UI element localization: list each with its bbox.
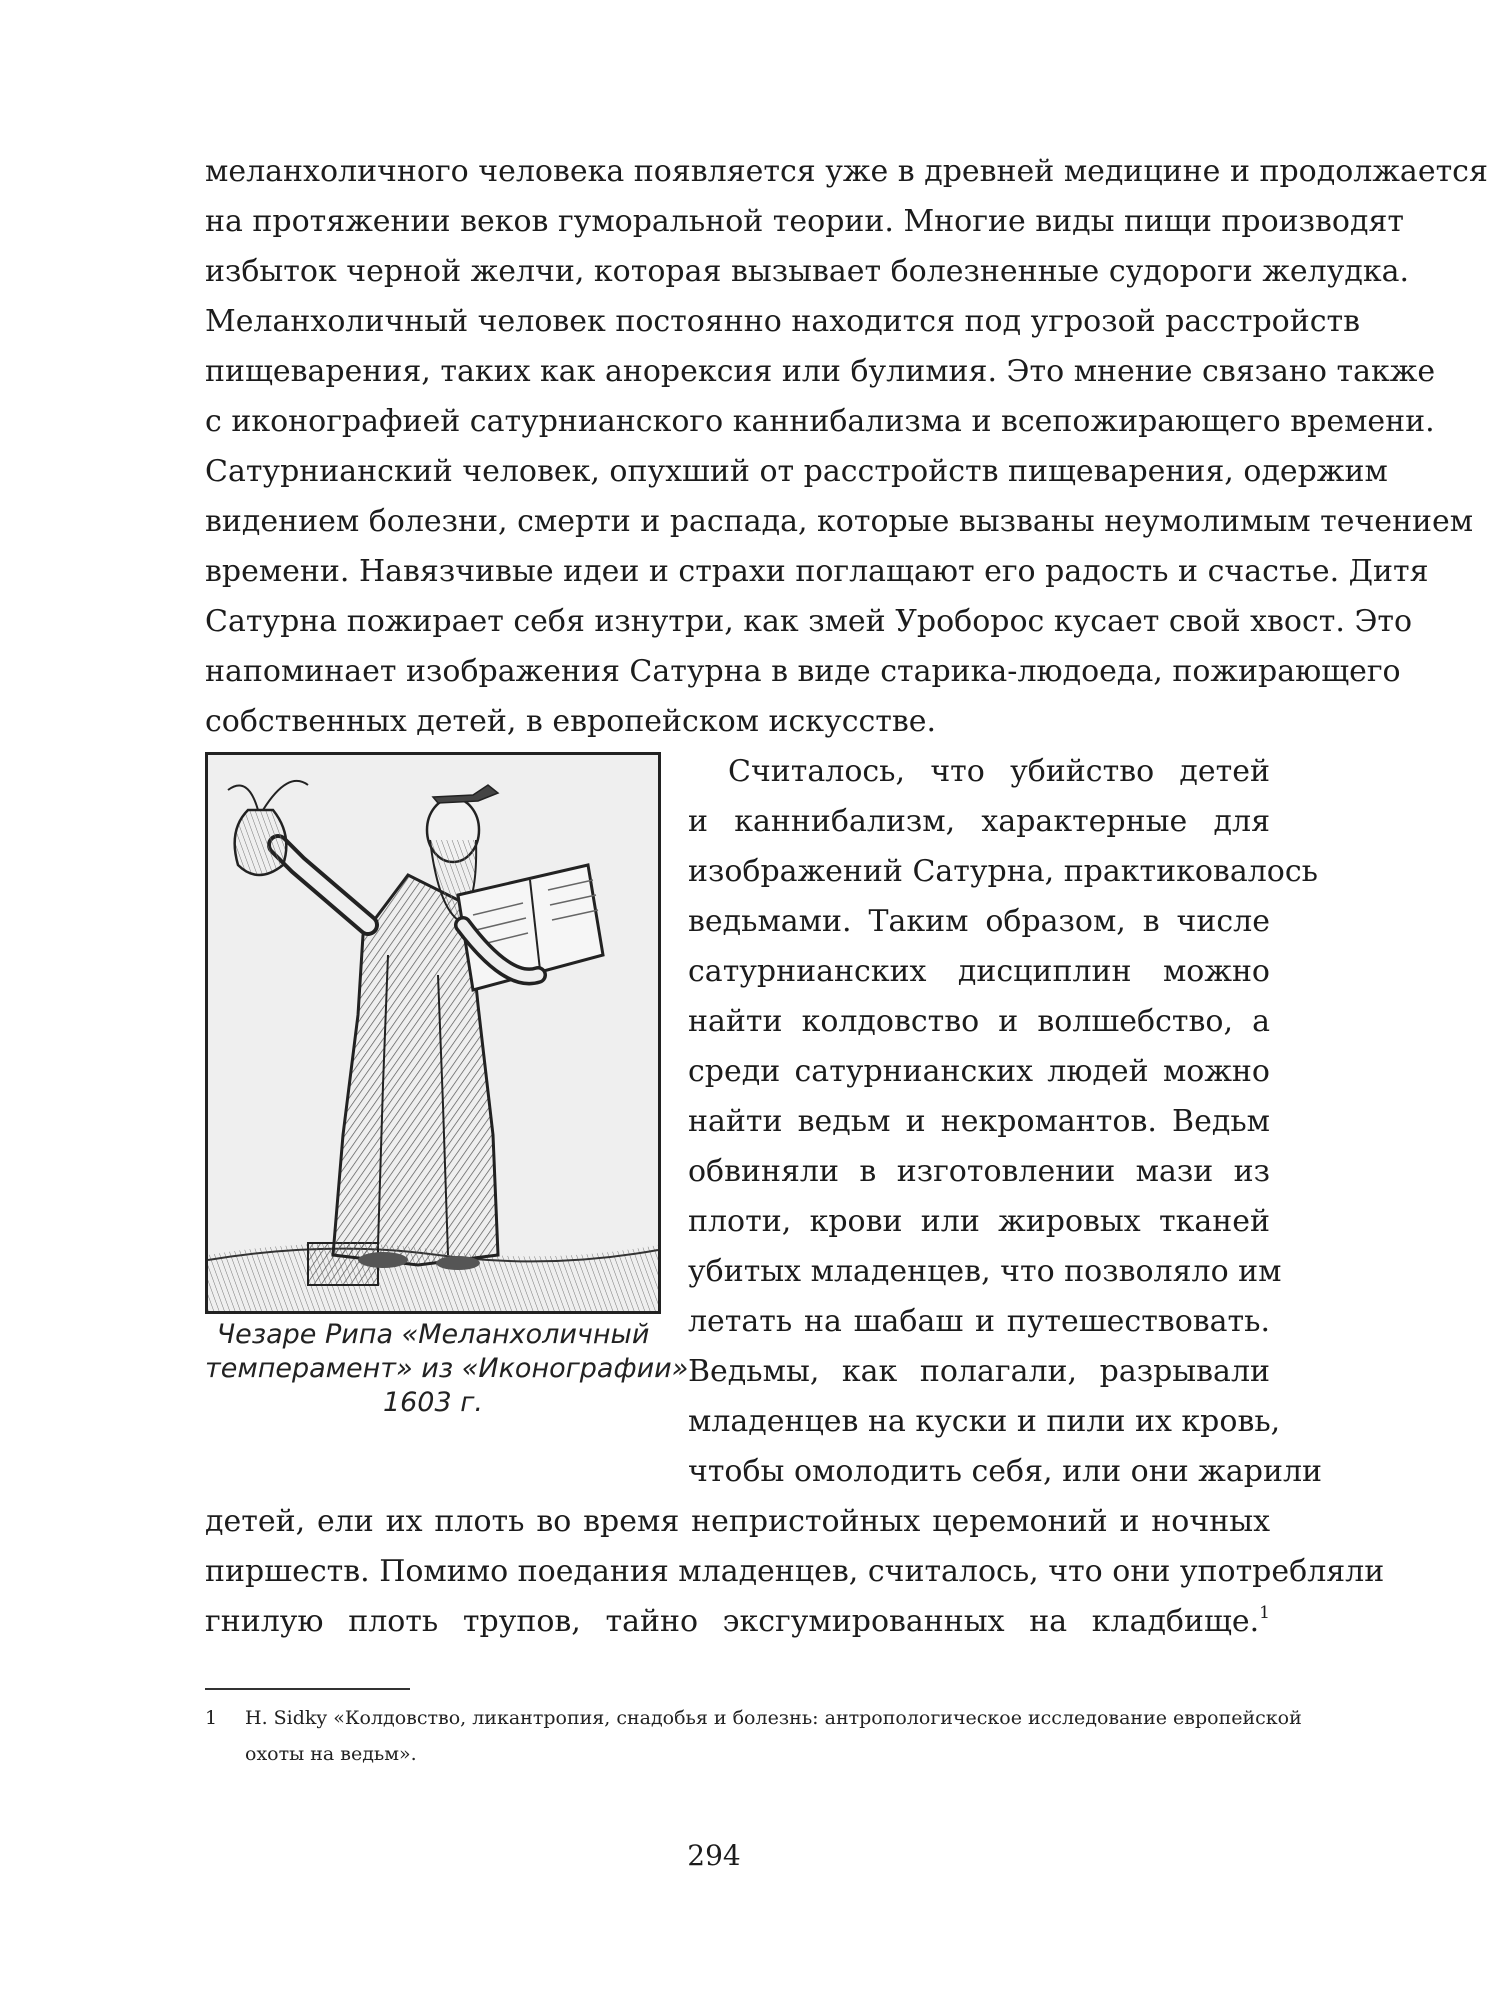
text-line: найти ведьм и некромантов. Ведьм	[688, 1104, 1270, 1139]
footnote-reference[interactable]: 1	[1259, 1603, 1270, 1623]
figure-caption	[205, 1318, 689, 1420]
text-line: пищеварения, таких как анорексия или булимия. Это мнение связано также	[205, 354, 1436, 389]
text-line: на протяжении веков гуморальной теории. Многие виды пищи производят	[205, 204, 1404, 239]
text-line: плоти, крови или жировых тканей	[688, 1204, 1270, 1239]
footnote-number: 1	[205, 1707, 218, 1729]
caption-line: 1603 г.	[382, 1387, 484, 1418]
text-line: меланхоличного человека появляется уже в древней медицине и продолжается	[205, 154, 1488, 189]
melancholic-figure-engraving	[208, 755, 658, 1311]
caption-line: Чезаре Рипа «Меланхоличный	[216, 1319, 650, 1350]
text-line: ведьмами. Таким образом, в числе	[688, 904, 1270, 939]
footnote-separator	[205, 1688, 410, 1690]
text-line: Ведьмы, как полагали, разрывали	[688, 1354, 1270, 1389]
text-line: Считалось, что убийство детей	[728, 754, 1270, 789]
text-line: пиршеств. Помимо поедания младенцев, считалось, что они употребляли	[205, 1554, 1385, 1589]
text-line: Меланхоличный человек постоянно находится под угрозой расстройств	[205, 304, 1361, 339]
footnote-line: охоты на ведьм».	[245, 1743, 417, 1765]
text-line: обвиняли в изготовлении мази из	[688, 1154, 1270, 1189]
caption-line: темперамент» из «Иконографии»	[205, 1353, 689, 1384]
text-line: чтобы омолодить себя, или они жарили	[688, 1454, 1322, 1489]
text-line	[205, 1597, 1270, 1647]
text-line: сатурнианских дисциплин можно	[688, 954, 1270, 989]
text-line: времени. Навязчивые идеи и страхи поглащают его радость и счастье. Дитя	[205, 554, 1429, 589]
text-line: убитых младенцев, что позволяло им	[688, 1254, 1282, 1289]
text-line: с иконографией сатурнианского каннибализма и всепожирающего времени.	[205, 404, 1435, 439]
text-line: избыток черной желчи, которая вызывает болезненные судороги желудка.	[205, 254, 1410, 289]
text-line: и каннибализм, характерные для	[688, 804, 1270, 839]
woodcut-illustration	[205, 752, 661, 1314]
text-line: найти колдовство и волшебство, а	[688, 1004, 1270, 1039]
text-line: собственных детей, в европейском искусстве.	[205, 704, 937, 739]
text-line: среди сатурнианских людей можно	[688, 1054, 1270, 1089]
page-number: 294	[687, 1839, 741, 1872]
text-line: летать на шабаш и путешествовать.	[688, 1304, 1270, 1339]
text-line: напоминает изображения Сатурна в виде старика-людоеда, пожирающего	[205, 654, 1401, 689]
text-line: детей, ели их плоть во время непристойных церемоний и ночных	[205, 1504, 1270, 1539]
text-line: видением болезни, смерти и распада, которые вызваны неумолимым течением	[205, 504, 1474, 539]
footnote-line: H. Sidky «Колдовство, ликантропия, снадобья и болезнь: антропологическое исследование европейской	[245, 1707, 1302, 1729]
text-line: Сатурнианский человек, опухший от расстройств пищеварения, одержим	[205, 454, 1388, 489]
text-line: Сатурна пожирает себя изнутри, как змей Уроборос кусает свой хвост. Это	[205, 604, 1413, 639]
text-line: младенцев на куски и пили их кровь,	[688, 1404, 1281, 1439]
footnote-text	[245, 1700, 1302, 1772]
text-line: изображений Сатурна, практиковалось	[688, 854, 1318, 889]
text-line-content: гнилую плоть трупов, тайно эксгумированных на кладбище.	[205, 1604, 1260, 1639]
